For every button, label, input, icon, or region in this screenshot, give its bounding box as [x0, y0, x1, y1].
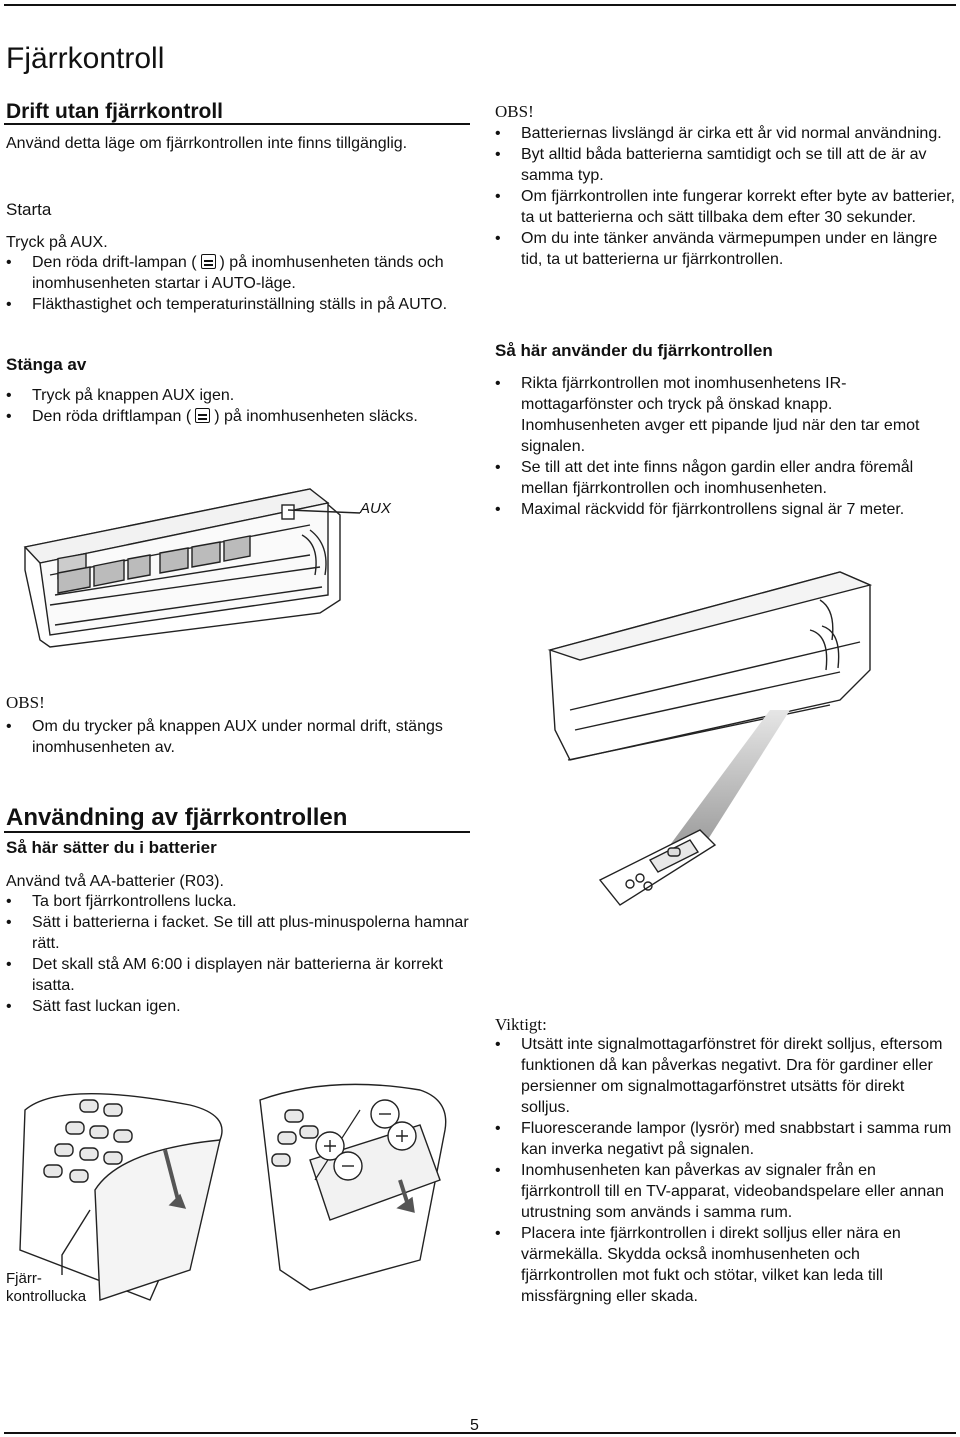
- obs-label-right: OBS!: [495, 102, 534, 121]
- list-item: • Det skall stå AM 6:00 i displayen när batterierna är korrekt isatta.: [6, 954, 476, 996]
- batteries-subheading: Så här sätter du i batterier: [6, 838, 217, 857]
- section-heading-drift: Drift utan fjärrkontroll: [6, 100, 224, 123]
- section-heading-anvandning: Användning av fjärrkontrollen: [6, 804, 348, 831]
- starta-list: [6, 252, 468, 315]
- page-title: Fjärrkontroll: [6, 42, 165, 75]
- list-item: • Sätt fast luckan igen.: [6, 996, 476, 1017]
- viktigt-list: [495, 1034, 955, 1307]
- cover-label-line2: kontrollucka: [6, 1288, 87, 1305]
- obs-label-left: OBS!: [6, 693, 45, 712]
- obs-right-list: [495, 123, 955, 270]
- batteries-list: [6, 891, 476, 1017]
- list-item: [6, 406, 468, 427]
- list-item: • Byt alltid båda batterierna samtidigt och se till att de är av samma typ.: [495, 144, 955, 186]
- list-item: • Maximal räckvidd för fjärrkontrollens signal är 7 meter.: [495, 499, 955, 520]
- list-item: • Se till att det inte finns någon gardin eller andra föremål mellan fjärrkontrollen och inomhusenheten.: [495, 457, 955, 499]
- stanga-heading: Stänga av: [6, 355, 87, 374]
- remote-pointing-illustration: [540, 560, 960, 960]
- viktigt-label: Viktigt:: [495, 1015, 547, 1034]
- drift-lamp-icon: [201, 254, 216, 269]
- page-number: 5: [470, 1417, 479, 1434]
- starta-text: Tryck på AUX.: [6, 234, 108, 251]
- bullet-text: ) på inomhusenheten släcks.: [214, 408, 418, 425]
- list-item: • Inomhusenheten kan påverkas av signaler från en fjärrkontroll till en TV-apparat, videobandspelare eller annan utrustning som används i samma rum.: [495, 1160, 955, 1223]
- list-item: • Fläkthastighet och temperaturinställning ställs in på AUTO.: [6, 294, 468, 315]
- top-rule: [4, 4, 956, 6]
- starta-heading: Starta: [6, 200, 52, 219]
- obs-left-list: [6, 716, 466, 758]
- list-item: • Ta bort fjärrkontrollens lucka.: [6, 891, 476, 912]
- drift-lamp-icon: [195, 408, 210, 423]
- bullet-text: Den röda drift-lampan (: [32, 254, 197, 271]
- bottom-rule: [4, 1432, 956, 1434]
- use-remote-heading: Så här använder du fjärrkontrollen: [495, 341, 773, 360]
- batteries-intro: Använd två AA-batterier (R03).: [6, 873, 224, 890]
- bullet-text: ) på inomhusenheten tänds och inomhusenheten startar i AUTO-läge.: [32, 254, 444, 292]
- list-item: • Placera inte fjärrkontrollen i direkt solljus eller nära en värmekälla. Skydda också inomhusenheten och fjärrkontrollen mot fukt och stötar, vilket kan leda till missfärgning eller skada.: [495, 1223, 955, 1307]
- drift-intro: Använd detta läge om fjärrkontrollen inte finns tillgänglig.: [6, 135, 408, 152]
- bullet-text: Den röda driftlampan (: [32, 408, 192, 425]
- list-item: • Tryck på knappen AUX igen.: [6, 385, 468, 406]
- list-item: • Fluorescerande lampor (lysrör) med snabbstart i samma rum kan inverka negativt på signalen.: [495, 1118, 955, 1160]
- list-item: • Om fjärrkontrollen inte fungerar korrekt efter byte av batterier, ta ut batterierna och sätt tillbaka dem efter 30 sekunder.: [495, 186, 955, 228]
- list-item: • Om du inte tänker använda värmepumpen under en längre tid, ta ut batterierna ur fjärrkontrollen.: [495, 228, 955, 270]
- list-item: [6, 252, 468, 294]
- list-item: • Batteriernas livslängd är cirka ett år vid normal användning.: [495, 123, 955, 144]
- section-rule-drift: [4, 123, 470, 125]
- stanga-list: [6, 385, 468, 427]
- list-item: • Om du trycker på knappen AUX under normal drift, stängs inomhusenheten av.: [6, 716, 466, 758]
- cover-label-line1: Fjärr-: [6, 1270, 42, 1287]
- aux-label: AUX: [360, 500, 391, 517]
- list-item: • Rikta fjärrkontrollen mot inomhusenhetens IR-mottagarfönster och tryck på önskad knapp. Inomhusenheten avger ett pipande ljud när den tar emot signalen.: [495, 373, 955, 457]
- list-item: • Sätt i batterierna i facket. Se till att plus-minuspolerna hamnar rätt.: [6, 912, 476, 954]
- cover-label: [6, 1270, 86, 1306]
- use-remote-list: [495, 373, 955, 520]
- section-rule-anvandning: [4, 831, 470, 833]
- list-item: • Utsätt inte signalmottagarfönstret för direkt solljus, eftersom funktionen då kan påverkas negativt. Dra för gardiner eller persienner om signalmottagarfönstret utsätts för direkt solljus.: [495, 1034, 955, 1118]
